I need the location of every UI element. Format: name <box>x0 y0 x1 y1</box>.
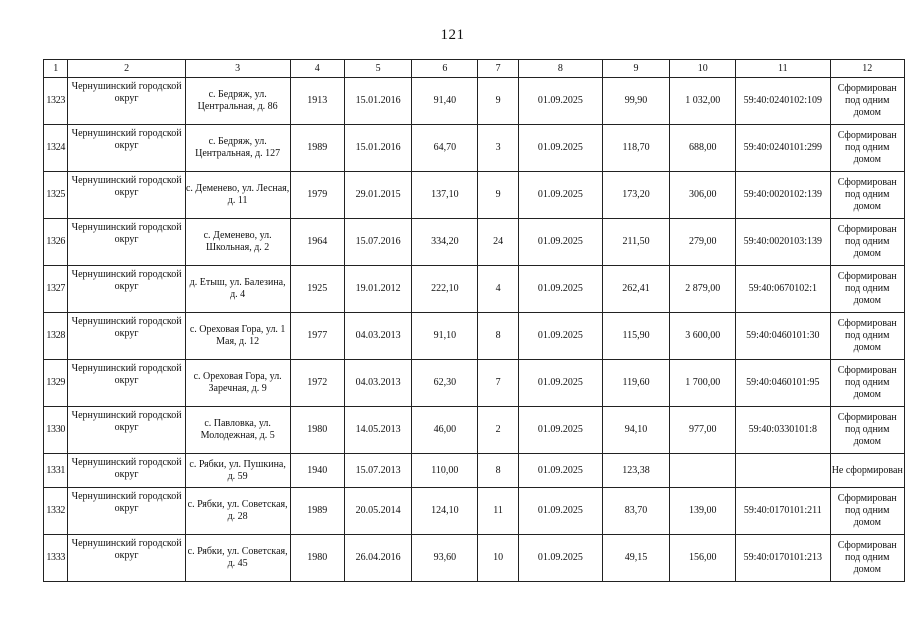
land-status-cell: Сформирован под одним домом <box>830 172 905 219</box>
table-row <box>44 266 905 313</box>
cadastral-number-cell: 59:40:0020103:139 <box>736 219 830 266</box>
year-built-cell: 1980 <box>290 535 344 582</box>
land-area-cell: 1 700,00 <box>670 360 736 407</box>
land-area-cell: 306,00 <box>670 172 736 219</box>
table-row <box>44 125 905 172</box>
cadastral-number-cell: 59:40:0240101:299 <box>736 125 830 172</box>
date-planned-cell: 01.09.2025 <box>518 360 602 407</box>
cadastral-number-cell: 59:40:0460101:30 <box>736 313 830 360</box>
row-number-cell: 1327 <box>44 266 68 313</box>
count-cell: 7 <box>478 360 519 407</box>
date-planned-cell: 01.09.2025 <box>518 535 602 582</box>
row-number-cell: 1330 <box>44 407 68 454</box>
area-cell: 334,20 <box>412 219 478 266</box>
column-number: 8 <box>518 60 602 78</box>
table-row <box>44 172 905 219</box>
cost-cell: 99,90 <box>602 78 670 125</box>
row-number-cell: 1328 <box>44 313 68 360</box>
area-cell: 46,00 <box>412 407 478 454</box>
address-cell: с. Павловка, ул. Молодежная, д. 5 <box>185 407 290 454</box>
table-row <box>44 219 905 266</box>
land-area-cell: 139,00 <box>670 488 736 535</box>
address-cell: д. Етыш, ул. Балезина, д. 4 <box>185 266 290 313</box>
cost-cell: 115,90 <box>602 313 670 360</box>
address-cell: с. Ореховая Гора, ул. Заречная, д. 9 <box>185 360 290 407</box>
address-cell: с. Рябки, ул. Советская, д. 45 <box>185 535 290 582</box>
date-planned-cell: 01.09.2025 <box>518 266 602 313</box>
date-planned-cell: 01.09.2025 <box>518 313 602 360</box>
address-cell: с. Рябки, ул. Пушкина, д. 59 <box>185 454 290 488</box>
land-status-cell: Сформирован под одним домом <box>830 78 905 125</box>
area-cell: 124,10 <box>412 488 478 535</box>
land-area-cell <box>670 454 736 488</box>
column-number: 4 <box>290 60 344 78</box>
municipality-cell: Чернушинский городской округ <box>68 125 185 172</box>
municipality-cell: Чернушинский городской округ <box>68 172 185 219</box>
housing-registry-table <box>43 59 905 582</box>
year-built-cell: 1989 <box>290 488 344 535</box>
address-cell: с. Бедряж, ул. Центральная, д. 86 <box>185 78 290 125</box>
count-cell: 4 <box>478 266 519 313</box>
date-planned-cell: 01.09.2025 <box>518 407 602 454</box>
date-planned-cell: 01.09.2025 <box>518 125 602 172</box>
municipality-cell: Чернушинский городской округ <box>68 488 185 535</box>
date-cell: 26.04.2016 <box>344 535 412 582</box>
cost-cell: 173,20 <box>602 172 670 219</box>
year-built-cell: 1977 <box>290 313 344 360</box>
year-built-cell: 1979 <box>290 172 344 219</box>
area-cell: 137,10 <box>412 172 478 219</box>
year-built-cell: 1925 <box>290 266 344 313</box>
municipality-cell: Чернушинский городской округ <box>68 535 185 582</box>
cost-cell: 262,41 <box>602 266 670 313</box>
address-cell: с. Бедряж, ул. Центральная, д. 127 <box>185 125 290 172</box>
date-cell: 04.03.2013 <box>344 313 412 360</box>
municipality-cell: Чернушинский городской округ <box>68 454 185 488</box>
cadastral-number-cell: 59:40:0170101:213 <box>736 535 830 582</box>
column-number: 7 <box>478 60 519 78</box>
cadastral-number-cell: 59:40:0330101:8 <box>736 407 830 454</box>
cadastral-number-cell <box>736 454 830 488</box>
municipality-cell: Чернушинский городской округ <box>68 407 185 454</box>
date-cell: 19.01.2012 <box>344 266 412 313</box>
date-cell: 14.05.2013 <box>344 407 412 454</box>
count-cell: 11 <box>478 488 519 535</box>
count-cell: 3 <box>478 125 519 172</box>
cadastral-number-cell: 59:40:0670102:1 <box>736 266 830 313</box>
date-planned-cell: 01.09.2025 <box>518 454 602 488</box>
address-cell: с. Деменево, ул. Лесная, д. 11 <box>185 172 290 219</box>
land-status-cell: Сформирован под одним домом <box>830 535 905 582</box>
column-number: 11 <box>736 60 830 78</box>
land-status-cell: Сформирован под одним домом <box>830 125 905 172</box>
row-number-cell: 1326 <box>44 219 68 266</box>
date-cell: 04.03.2013 <box>344 360 412 407</box>
cost-cell: 211,50 <box>602 219 670 266</box>
date-cell: 29.01.2015 <box>344 172 412 219</box>
date-cell: 15.01.2016 <box>344 78 412 125</box>
date-cell: 15.07.2016 <box>344 219 412 266</box>
table-row <box>44 313 905 360</box>
count-cell: 9 <box>478 78 519 125</box>
count-cell: 8 <box>478 454 519 488</box>
municipality-cell: Чернушинский городской округ <box>68 360 185 407</box>
land-area-cell: 156,00 <box>670 535 736 582</box>
column-number: 5 <box>344 60 412 78</box>
land-area-cell: 279,00 <box>670 219 736 266</box>
area-cell: 110,00 <box>412 454 478 488</box>
cost-cell: 94,10 <box>602 407 670 454</box>
year-built-cell: 1964 <box>290 219 344 266</box>
land-status-cell: Сформирован под одним домом <box>830 360 905 407</box>
land-area-cell: 1 032,00 <box>670 78 736 125</box>
row-number-cell: 1329 <box>44 360 68 407</box>
table-row <box>44 454 905 488</box>
municipality-cell: Чернушинский городской округ <box>68 313 185 360</box>
count-cell: 8 <box>478 313 519 360</box>
address-cell: с. Ореховая Гора, ул. 1 Мая, д. 12 <box>185 313 290 360</box>
municipality-cell: Чернушинский городской округ <box>68 266 185 313</box>
cost-cell: 119,60 <box>602 360 670 407</box>
table-row <box>44 407 905 454</box>
date-cell: 15.07.2013 <box>344 454 412 488</box>
row-number-cell: 1332 <box>44 488 68 535</box>
column-number: 6 <box>412 60 478 78</box>
address-cell: с. Рябки, ул. Советская, д. 28 <box>185 488 290 535</box>
table-row <box>44 488 905 535</box>
count-cell: 10 <box>478 535 519 582</box>
land-status-cell: Сформирован под одним домом <box>830 313 905 360</box>
cadastral-number-cell: 59:40:0460101:95 <box>736 360 830 407</box>
table-row <box>44 360 905 407</box>
column-number: 2 <box>68 60 185 78</box>
area-cell: 93,60 <box>412 535 478 582</box>
municipality-cell: Чернушинский городской округ <box>68 219 185 266</box>
area-cell: 91,10 <box>412 313 478 360</box>
land-area-cell: 688,00 <box>670 125 736 172</box>
column-number-header-row <box>44 60 905 78</box>
land-status-cell: Сформирован под одним домом <box>830 266 905 313</box>
column-number: 10 <box>670 60 736 78</box>
cadastral-number-cell: 59:40:0020102:139 <box>736 172 830 219</box>
column-number: 9 <box>602 60 670 78</box>
date-cell: 20.05.2014 <box>344 488 412 535</box>
page-number: 121 <box>440 27 465 43</box>
row-number-cell: 1323 <box>44 78 68 125</box>
count-cell: 2 <box>478 407 519 454</box>
land-status-cell: Сформирован под одним домом <box>830 488 905 535</box>
year-built-cell: 1913 <box>290 78 344 125</box>
cost-cell: 83,70 <box>602 488 670 535</box>
cadastral-number-cell: 59:40:0170101:211 <box>736 488 830 535</box>
area-cell: 64,70 <box>412 125 478 172</box>
land-status-cell: Сформирован под одним домом <box>830 407 905 454</box>
date-cell: 15.01.2016 <box>344 125 412 172</box>
date-planned-cell: 01.09.2025 <box>518 488 602 535</box>
municipality-cell: Чернушинский городской округ <box>68 78 185 125</box>
column-number: 3 <box>185 60 290 78</box>
land-status-cell: Сформирован под одним домом <box>830 219 905 266</box>
area-cell: 62,30 <box>412 360 478 407</box>
address-cell: с. Деменево, ул. Школьная, д. 2 <box>185 219 290 266</box>
row-number-cell: 1324 <box>44 125 68 172</box>
table-row <box>44 78 905 125</box>
area-cell: 91,40 <box>412 78 478 125</box>
land-area-cell: 977,00 <box>670 407 736 454</box>
year-built-cell: 1972 <box>290 360 344 407</box>
cost-cell: 123,38 <box>602 454 670 488</box>
count-cell: 9 <box>478 172 519 219</box>
row-number-cell: 1331 <box>44 454 68 488</box>
year-built-cell: 1989 <box>290 125 344 172</box>
table-row <box>44 535 905 582</box>
date-planned-cell: 01.09.2025 <box>518 219 602 266</box>
land-status-cell: Не сформирован <box>830 454 905 488</box>
column-number: 12 <box>830 60 905 78</box>
cadastral-number-cell: 59:40:0240102:109 <box>736 78 830 125</box>
date-planned-cell: 01.09.2025 <box>518 78 602 125</box>
count-cell: 24 <box>478 219 519 266</box>
year-built-cell: 1980 <box>290 407 344 454</box>
year-built-cell: 1940 <box>290 454 344 488</box>
land-area-cell: 2 879,00 <box>670 266 736 313</box>
cost-cell: 49,15 <box>602 535 670 582</box>
row-number-cell: 1333 <box>44 535 68 582</box>
land-area-cell: 3 600,00 <box>670 313 736 360</box>
column-number: 1 <box>44 60 68 78</box>
cost-cell: 118,70 <box>602 125 670 172</box>
area-cell: 222,10 <box>412 266 478 313</box>
date-planned-cell: 01.09.2025 <box>518 172 602 219</box>
row-number-cell: 1325 <box>44 172 68 219</box>
